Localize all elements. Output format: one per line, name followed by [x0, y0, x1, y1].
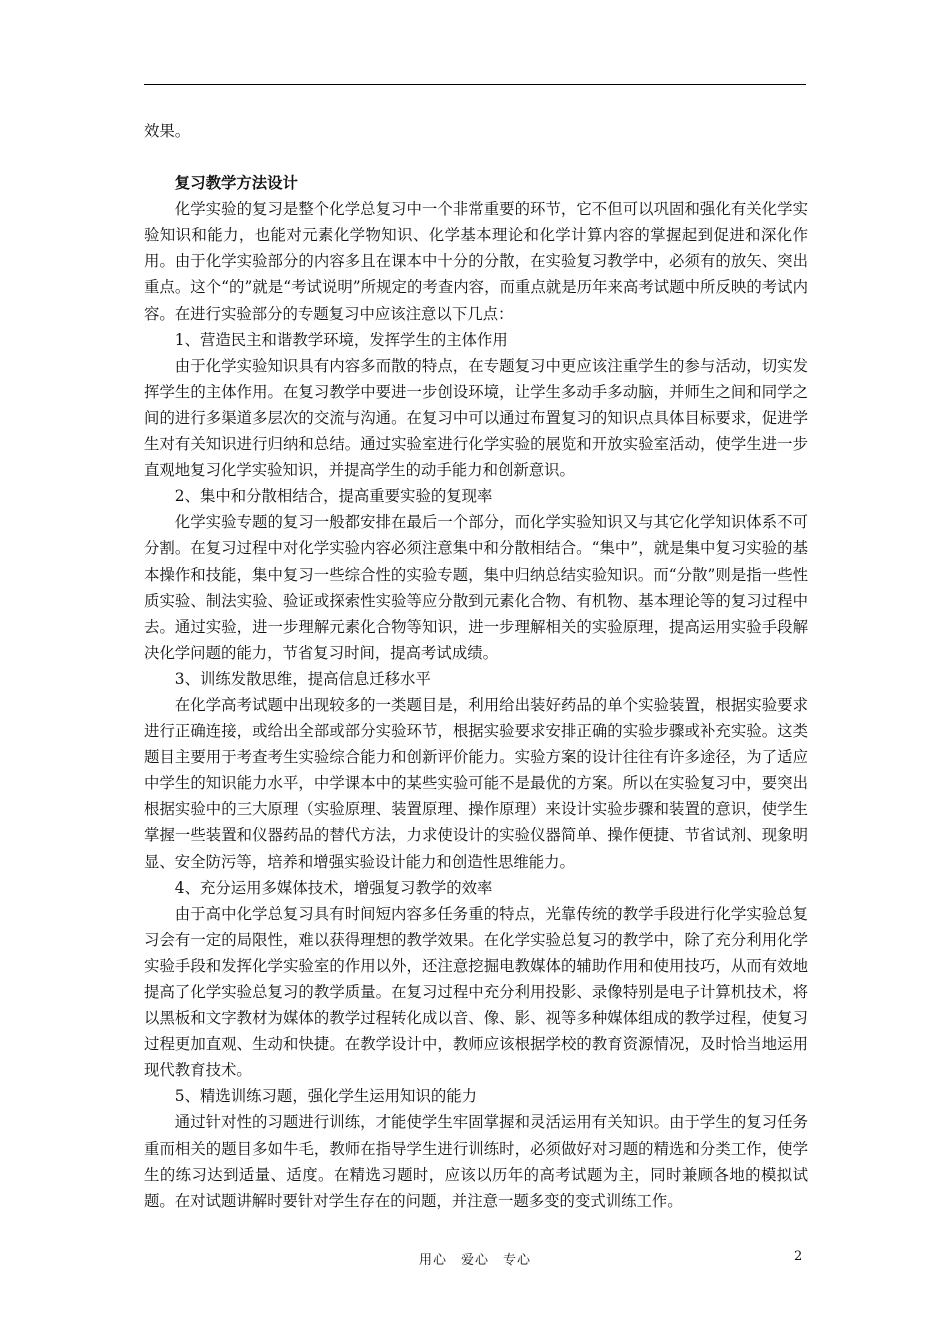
paragraph-point-2: 化学实验专题的复习一般都安排在最后一个部分，而化学实验知识又与其它化学知识体系不可分割。在复习过程中对化学实验内容必须注意集中和分散相结合。“集中”，就是集中复习实验的基本操作和技能，集中复习一些综合性的实验专题，集中归纳总结实验知识。而“分散”则是指一些性质实验、制法实验、验证或探索性实验等应分散到元素化合物、有机物、基本理论等的复习过程中去。通过实验，进一步理解元素化合物等知识，进一步理解相关的实验原理，提高运用实验手段解决化学问题的能力，节省复习时间，提高考试成绩。	[144, 513, 808, 662]
point-heading-3: 3、训练发散思维，提高信息迁移水平	[174, 669, 431, 688]
paragraph-point-4: 由于高中化学总复习具有时间短内容多任务重的特点，光靠传统的教学手段进行化学实验总复习会有一定的局限性，难以获得理想的教学效果。在化学实验总复习的教学中，除了充分利用化学实验手段和发挥化学实验室的作用以外，还注意挖掘电教媒体的辅助作用和使用技巧，从而有效地提高了化学实验总复习的教学质量。在复习过程中充分利用投影、录像特别是电子计算机技术，将以黑板和文字教材为媒体的教学过程转化成以音、像、影、视等多种媒体组成的教学过程，使复习过程更加直观、生动和快捷。在教学设计中，教师应该根据学校的教育资源情况，及时恰当地运用现代教育技术。	[144, 904, 808, 1080]
point-heading-2: 2、集中和分散相结合，提高重要实验的复现率	[174, 487, 493, 506]
lead-text: 效果。	[144, 122, 191, 140]
point-heading-5: 5、精选训练习题，强化学生运用知识的能力	[174, 1087, 478, 1106]
point-heading-1: 1、营造民主和谐教学环境，发挥学生的主体作用	[174, 330, 508, 349]
header-rule	[144, 84, 806, 85]
paragraph-point-3: 在化学高考试题中出现较多的一类题目是，利用给出装好药品的单个实验装置，根据实验要求进行正确连接，或给出全部或部分实验环节，根据实验要求安排正确的实验步骤或补充实验。这类题目主要用于考查考生实验综合能力和创新评价能力。实验方案的设计往往有许多途径，为了适应中学生的知识能力水平，中学课本中的某些实验可能不是最优的方案。所以在实验复习中，要突出根据实验中的三大原理（实验原理、装置原理、操作原理）来设计实验步骤和装置的意识，使学生掌握一些装置和仪器药品的替代方法，力求使设计的实验仪器简单、操作便捷、节省试剂、现象明显、安全防污等，培养和增强实验设计能力和创造性思维能力。	[144, 695, 808, 871]
page-body	[144, 118, 808, 1214]
section-title: 复习教学方法设计	[174, 174, 298, 193]
footer-text: 用心 爱心 专心	[418, 1253, 531, 1268]
page-number: 2	[794, 1249, 803, 1264]
paragraph-point-5: 通过针对性的习题进行训练，才能使学生牢固掌握和灵活运用有关知识。由于学生的复习任务重而相关的题目多如牛毛，教师在指导学生进行训练时，必须做好对习题的精选和分类工作，使学生的练习达到适量、适度。在精选习题时，应该以历年的高考试题为主，同时兼顾各地的模拟试题。在对试题讲解时要针对学生存在的问题，并注意一题多变的变式训练工作。	[144, 1113, 808, 1210]
point-heading-4: 4、充分运用多媒体技术，增强复习教学的效率	[174, 878, 493, 897]
paragraph-intro: 化学实验的复习是整个化学总复习中一个非常重要的环节，它不但可以巩固和强化有关化学实验知识和能力，也能对元素化学物知识、化学基本理论和化学计算内容的掌握起到促进和深化作用。由于化学实验部分的内容多且在课本中十分的分散，在实验复习教学中，必须有的放矢、突出重点。这个“的”就是“考试说明”所规定的考查内容，而重点就是历年来高考试题中所反映的考试内容。在进行实验部分的专题复习中应该注意以下几点：	[144, 200, 808, 323]
paragraph-point-1: 由于化学实验知识具有内容多而散的特点，在专题复习中更应该注重学生的参与活动，切实发挥学生的主体作用。在复习教学中要进一步创设环境，让学生多动手多动脑，并师生之间和同学之间的进行多渠道多层次的交流与沟通。在复习中可以通过布置复习的知识点具体目标要求，促进学生对有关知识进行归纳和总结。通过实验室进行化学实验的展览和开放实验室活动，使学生进一步直观地复习化学实验知识，并提高学生的动手能力和创新意识。	[144, 356, 808, 480]
